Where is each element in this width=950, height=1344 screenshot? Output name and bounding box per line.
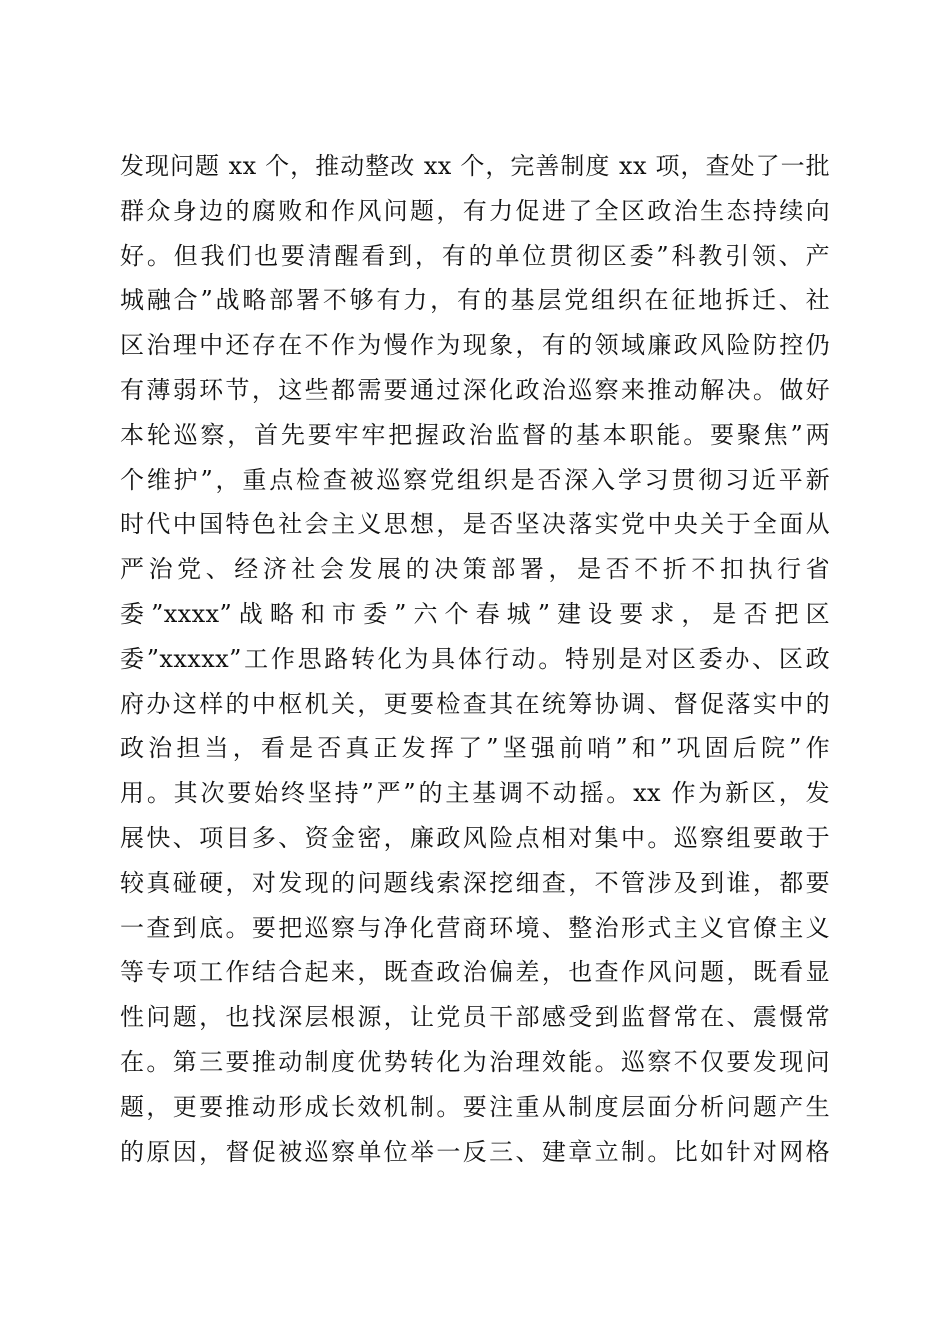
text-line-14: 政治担当，看是否真正发挥了”坚强前哨”和”巩固后院”作 xyxy=(120,734,830,763)
text-line-19: 等专项工作结合起来，既查政治偏差，也查作风问题，既看显 xyxy=(120,958,830,987)
text-line-20: 性问题，也找深层根源，让党员干部感受到监督常在、震慑常 xyxy=(120,1003,830,1032)
text-line-12: 委”xxxxx”工作思路转化为具体行动。特别是对区委办、区政 xyxy=(120,644,830,673)
text-line-11: 委”xxxx”战略和市委”六个春城”建设要求，是否把区 xyxy=(120,599,830,628)
body-paragraph xyxy=(120,144,830,1174)
text-line-7: 本轮巡察，首先要牢牢把握政治监督的基本职能。要聚焦”两 xyxy=(120,420,830,449)
text-line-6: 有薄弱环节，这些都需要通过深化政治巡察来推动解决。做好 xyxy=(120,375,830,404)
text-line-13: 府办这样的中枢机关，更要检查其在统筹协调、督促落实中的 xyxy=(120,689,830,718)
text-line-1: 发现问题 xx 个，推动整改 xx 个，完善制度 xx 项，查处了一批 xyxy=(120,152,830,180)
text-line-8: 个维护”，重点检查被巡察党组织是否深入学习贯彻习近平新 xyxy=(120,465,830,494)
text-line-3: 好。但我们也要清醒看到，有的单位贯彻区委”科教引领、产 xyxy=(120,241,830,270)
text-line-10: 严治党、经济社会发展的决策部署，是否不折不扣执行省 xyxy=(120,555,830,584)
text-line-17: 较真碰硬，对发现的问题线索深挖细查，不管涉及到谁，都要 xyxy=(120,868,830,897)
text-line-5: 区治理中还存在不作为慢作为现象，有的领域廉政风险防控仍 xyxy=(120,331,830,360)
text-line-4: 城融合”战略部署不够有力，有的基层党组织在征地拆迁、社 xyxy=(120,286,830,315)
text-line-15: 用。其次要始终坚持”严”的主基调不动摇。xx 作为新区，发 xyxy=(120,779,830,808)
text-line-21: 在。第三要推动制度优势转化为治理效能。巡察不仅要发现问 xyxy=(120,1047,830,1076)
text-line-16: 展快、项目多、资金密，廉政风险点相对集中。巡察组要敢于 xyxy=(120,823,830,852)
text-line-18: 一查到底。要把巡察与净化营商环境、整治形式主义官僚主义 xyxy=(120,913,830,942)
text-line-9: 时代中国特色社会主义思想，是否坚决落实党中央关于全面从 xyxy=(120,510,830,539)
text-line-2: 群众身边的腐败和作风问题，有力促进了全区政治生态持续向 xyxy=(120,196,830,225)
text-line-22: 题，更要推动形成长效机制。要注重从制度层面分析问题产生 xyxy=(120,1092,830,1121)
text-line-23: 的原因，督促被巡察单位举一反三、建章立制。比如针对网格 xyxy=(120,1137,830,1166)
